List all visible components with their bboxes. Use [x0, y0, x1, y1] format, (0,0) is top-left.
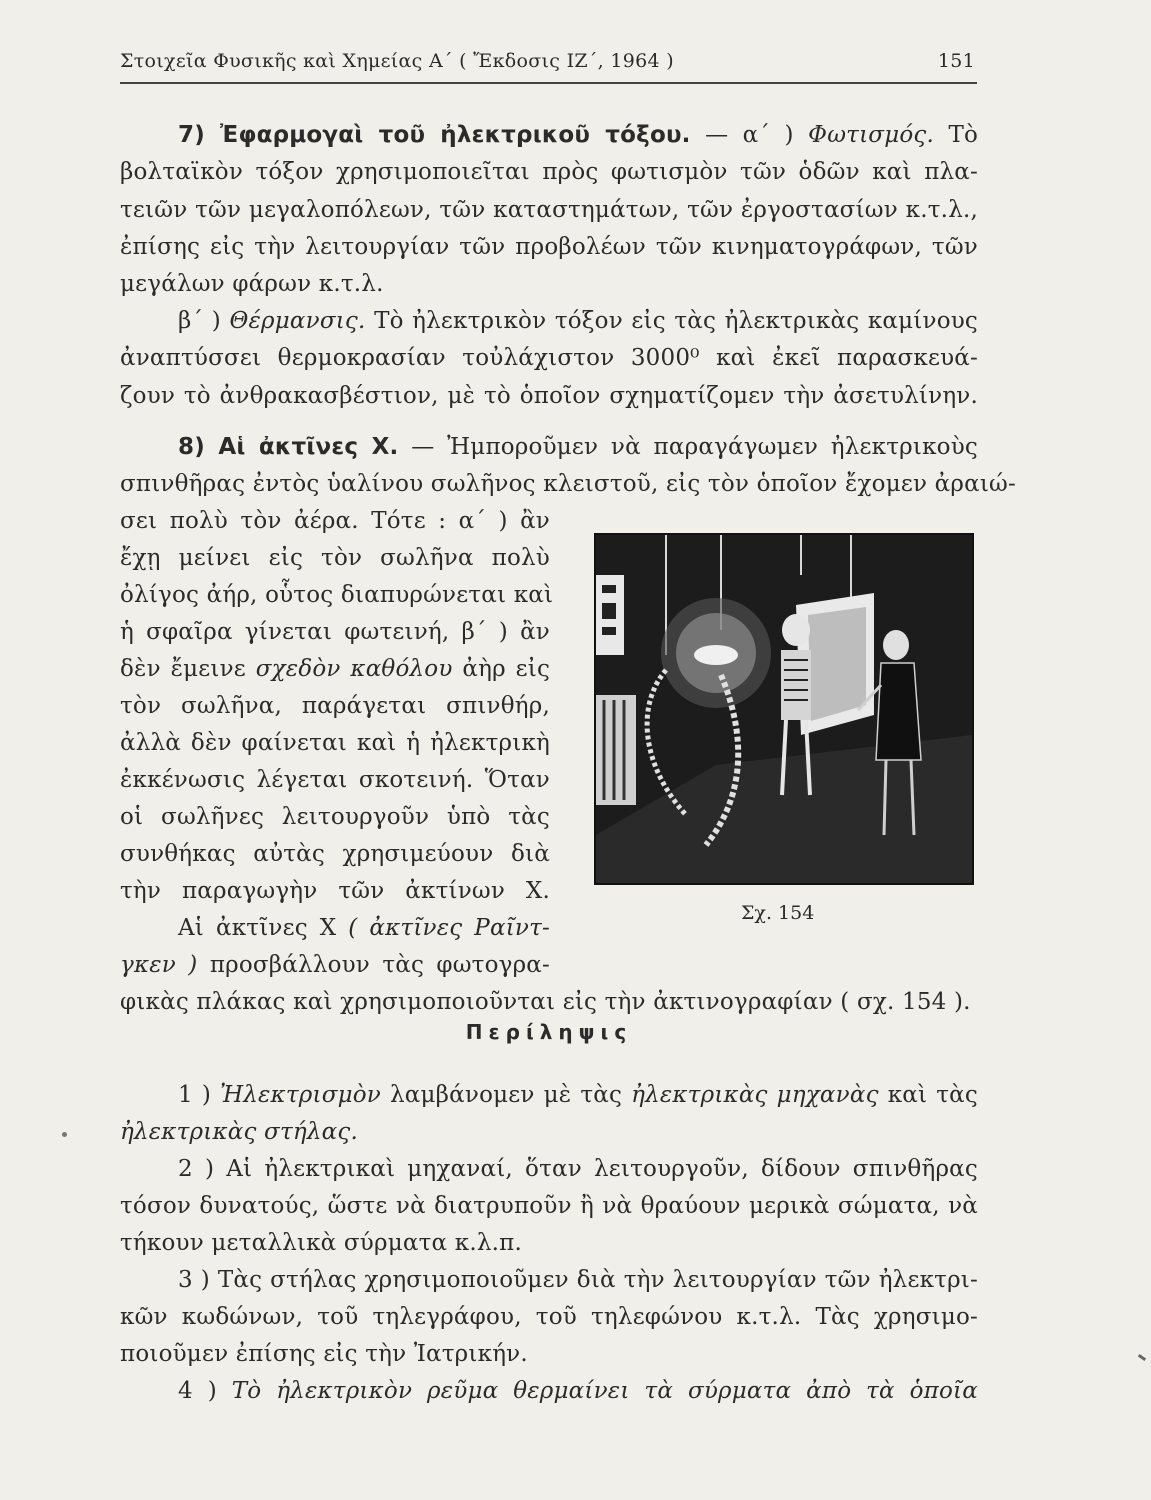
summary-item-1-line-2: ἠλεκτρικὰς στήλας.	[120, 1119, 358, 1145]
sec7-line-3: τειῶν τῶν μεγαλοπόλεων, τῶν καταστημάτων, τῶν ἐργοστασίων κ.τ.λ.,	[120, 197, 978, 223]
margin-mark	[1138, 1354, 1146, 1361]
sec7-line-2: βολταϊκὸν τόξον χρησιμοποιεῖται πρὸς φωτισμὸν τῶν ὁδῶν καὶ πλα-	[120, 159, 978, 185]
sec8-line-5: ὀλίγος ἀήρ, οὗτος διαπυρώνεται καὶ	[120, 582, 554, 608]
sec7-line-8: ζουν τὸ ἀνθρακασβέστιον, μὲ τὸ ὁποῖον σχηματίζομεν τὴν ἀσετυλίνην.	[120, 383, 978, 409]
summary-item-4-line-1: 4 ) Τὸ ἠλεκτρικὸν ρεῦμα θερμαίνει τὰ σύρματα ἀπὸ τὰ ὁποῖα	[178, 1378, 978, 1404]
summary-item-2-line-2: τόσον δυνατούς, ὥστε νὰ διατρυποῦν ἢ νὰ θραύουν μερικὰ σώματα, νὰ	[120, 1193, 978, 1219]
summary-item-3-line-1: 3 ) Τὰς στήλας χρησιμοποιοῦμεν διὰ τὴν λειτουργίαν τῶν ἠλεκτρι-	[178, 1267, 978, 1293]
summary-item-2-line-1: 2 ) Αἱ ἠλεκτρικαὶ μηχαναί, ὅταν λειτουργοῦν, δίδουν σπινθῆρας	[178, 1156, 978, 1182]
sec8-line-7: δὲν ἔμεινε σχεδὸν καθόλου ἀὴρ εἰς	[120, 656, 551, 682]
summary-item-3-line-3: ποιοῦμεν ἐπίσης εἰς τὴν Ἰατρικήν.	[120, 1341, 528, 1367]
sec8-line-16: φικὰς πλάκας καὶ χρησιμοποιοῦνται εἰς τὴν ἀκτινογραφίαν ( σχ. 154 ).	[120, 989, 971, 1015]
sec8-line-6: ἡ σφαῖρα γίνεται φωτεινή, β΄ ) ἂν	[120, 619, 550, 645]
sec8-line-3: σει πολὺ τὸν ἀέρα. Τότε : α΄ ) ἂν	[120, 508, 550, 534]
sec7-line-6: β΄ ) Θέρμανσις. Τὸ ἠλεκτρικὸν τόξον εἰς τὰς ἠλεκτρικὰς καμίνους	[178, 308, 978, 334]
margin-dot	[62, 1132, 67, 1137]
sec8-line-15: γκεν ) προσβάλλουν τὰς φωτογρα-	[120, 952, 551, 978]
sec8-line-2: σπινθῆρας ἐντὸς ὑαλίνου σωλῆνος κλειστοῦ, εἰς τὸν ὁποῖον ἔχομεν ἀραιώ-	[120, 471, 1016, 497]
header-title: Στοιχεῖα Φυσικῆς καὶ Χημείας Α΄ ( Ἔκδοσις ΙΖ΄, 1964 )	[120, 50, 674, 72]
sec7-line-5: μεγάλων φάρων κ.τ.λ.	[120, 271, 384, 297]
sec8-line-9: ἀλλὰ δὲν φαίνεται καὶ ἡ ἠλεκτρικὴ	[120, 730, 550, 756]
sec8-line-1: 8) Αἱ ἀκτῖνες Χ. — Ἠμποροῦμεν νὰ παραγάγωμεν ἠλεκτρικοὺς	[178, 434, 978, 460]
figure-caption: Σχ. 154	[741, 902, 815, 924]
sec8-line-12: συνθήκας αὐτὰς χρησιμεύουν διὰ	[120, 841, 550, 867]
sec7-b-title: Θέρμανσις.	[229, 308, 366, 334]
sec7-line-4: ἐπίσης εἰς τὴν λειτουργίαν τῶν προβολέων τῶν κινηματογράφων, τῶν	[120, 234, 978, 260]
sec8-line-13: τὴν παραγωγὴν τῶν ἀκτίνων Χ.	[120, 878, 550, 904]
xray-scene-drawing	[596, 535, 972, 883]
sec8-line-4: ἔχῃ μείνει εἰς τὸν σωλῆνα πολὺ	[120, 545, 550, 571]
summary-item-3-line-2: κῶν κωδώνων, τοῦ τηλεγράφου, τοῦ τηλεφώνου κ.τ.λ. Τὰς χρησιμο-	[120, 1304, 978, 1330]
sec8-line-10: ἐκκένωσις λέγεται σκοτεινή. Ὅταν	[120, 767, 550, 793]
sec8-line-11: οἱ σωλῆνες λειτουργοῦν ὑπὸ τὰς	[120, 804, 550, 830]
summary-item-1-line-1: 1 ) Ἠλεκτρισμὸν λαμβάνομεν μὲ τὰς ἠλεκτρικὰς μηχανὰς καὶ τὰς	[178, 1082, 978, 1108]
summary-item-2-line-3: τήκουν μεταλλικὰ σύρματα κ.λ.π.	[120, 1230, 522, 1256]
sec8-line-14: Αἱ ἀκτῖνες Χ ( ἀκτῖνες Ραῖντ-	[178, 915, 551, 941]
summary-title: Περίληψις	[465, 1020, 633, 1044]
page-number: 151	[937, 50, 975, 72]
running-header	[120, 44, 977, 84]
xray-illustration	[594, 533, 974, 885]
sec7-line-1: 7) Ἐφαρμογαὶ τοῦ ἠλεκτρικοῦ τόξου. — α΄ ) Φωτισμός. Τὸ	[178, 122, 979, 148]
sec7-heading: 7) Ἐφαρμογαὶ τοῦ ἠλεκτρικοῦ τόξου.	[178, 122, 691, 148]
sec7-line-7: ἀναπτύσσει θερμοκρασίαν τοὐλάχιστον 3000⁰ καὶ ἐκεῖ παρασκευά-	[120, 345, 978, 371]
sec7-a-title: Φωτισμός.	[808, 122, 934, 148]
sec8-line-8: τὸν σωλῆνα, παράγεται σπινθήρ,	[120, 693, 550, 719]
sec8-heading: 8) Αἱ ἀκτῖνες Χ.	[178, 434, 399, 460]
